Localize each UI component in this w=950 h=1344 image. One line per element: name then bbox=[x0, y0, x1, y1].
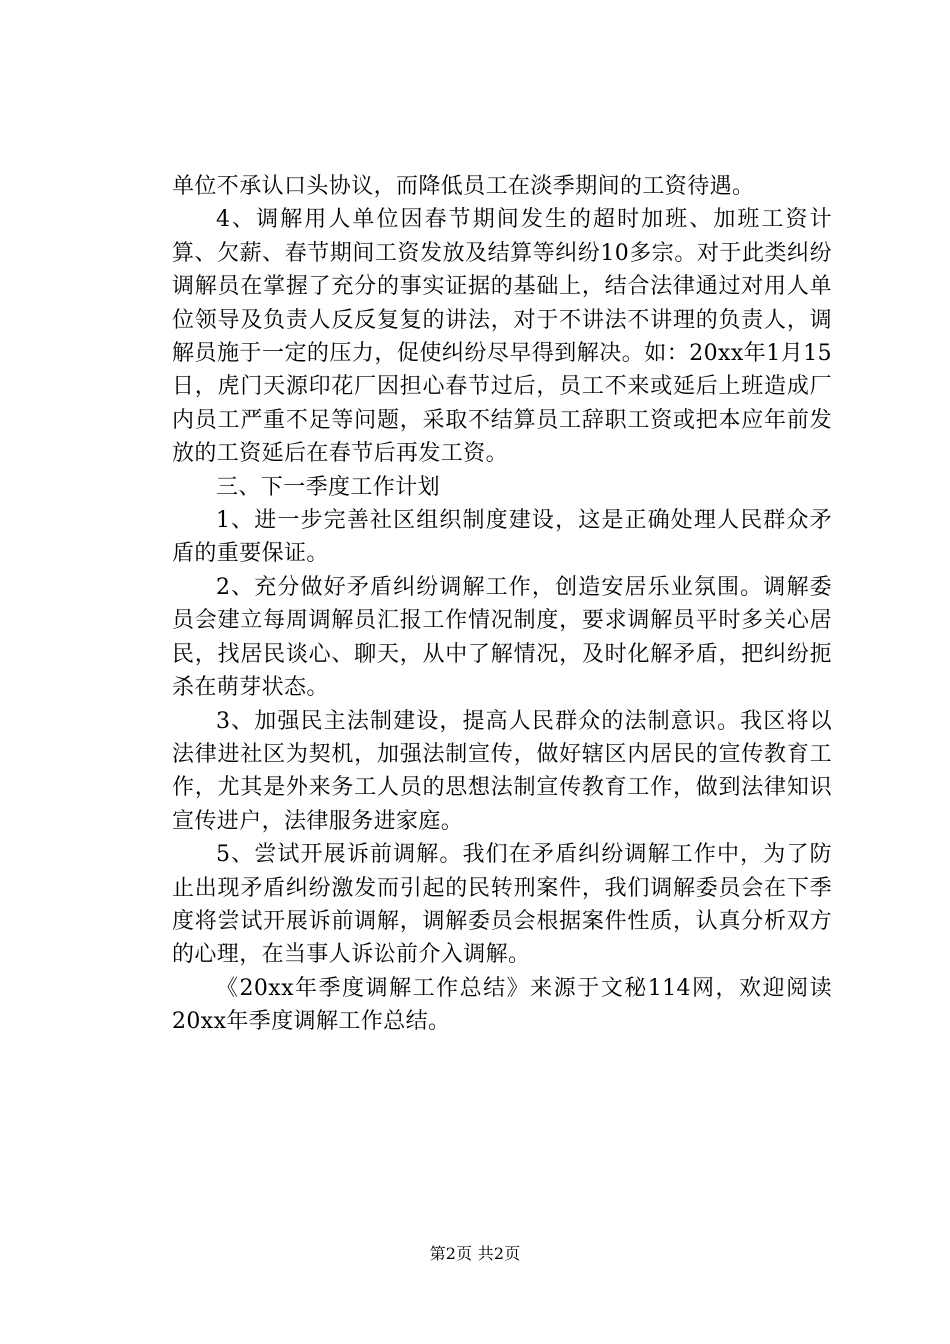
paragraph-6: 5、尝试开展诉前调解。我们在矛盾纠纷调解工作中，为了防止出现矛盾纠纷激发而引起的民转刑案件，我们调解委员会在下季度将尝试开展诉前调解，调解委员会根据案件性质，认真分析双方的心理，在当事人诉讼前介入调解。 bbox=[172, 842, 832, 968]
paragraph-5: 3、加强民主法制建设，提高人民群众的法制意识。我区将以法律进社区为契机，加强法制宣传，做好辖区内居民的宣传教育工作，尤其是外来务工人员的思想法制宣传教育工作，做到法律知识宣传进户，法律服务进家庭。 bbox=[172, 708, 832, 834]
section-heading: 三、下一季度工作计划 bbox=[216, 474, 441, 500]
paragraph-7: 《20xx年季度调解工作总结》来源于文秘114网，欢迎阅读20xx年季度调解工作总结。 bbox=[172, 975, 832, 1035]
paragraph-1: 单位不承认口头协议，而降低员工在淡季期间的工资待遇。 bbox=[172, 174, 755, 199]
page-footer: 第2页 共2页 bbox=[429, 1244, 521, 1263]
paragraph-3: 1、进一步完善社区组织制度建设，这是正确处理人民群众矛盾的重要保证。 bbox=[172, 508, 832, 567]
paragraph-2: 4、调解用人单位因春节期间发生的超时加班、加班工资计算、欠薪、春节期间工资发放及结算等纠纷10多宗。对于此类纠纷调解员在掌握了充分的事实证据的基础上，结合法律通过对用人单位领导及负责人反反复复的讲法，对于不讲法不讲理的负责人，调解员施于一定的压力，促使纠纷尽早得到解决。如：20xx年1月15日，虎门天源印花厂因担心春节过后，员工不来或延后上班造成厂内员工严重不足等问题，采取不结算员工辞职工资或把本应年前发放的工资延后在春节后再发工资。 bbox=[172, 207, 832, 467]
document-body bbox=[172, 170, 832, 1039]
paragraph-4: 2、充分做好矛盾纠纷调解工作，创造安居乐业氛围。调解委员会建立每周调解员汇报工作情况制度，要求调解员平时多关心居民，找居民谈心、聊天，从中了解情况，及时化解矛盾，把纠纷扼杀在萌芽状态。 bbox=[172, 574, 832, 701]
